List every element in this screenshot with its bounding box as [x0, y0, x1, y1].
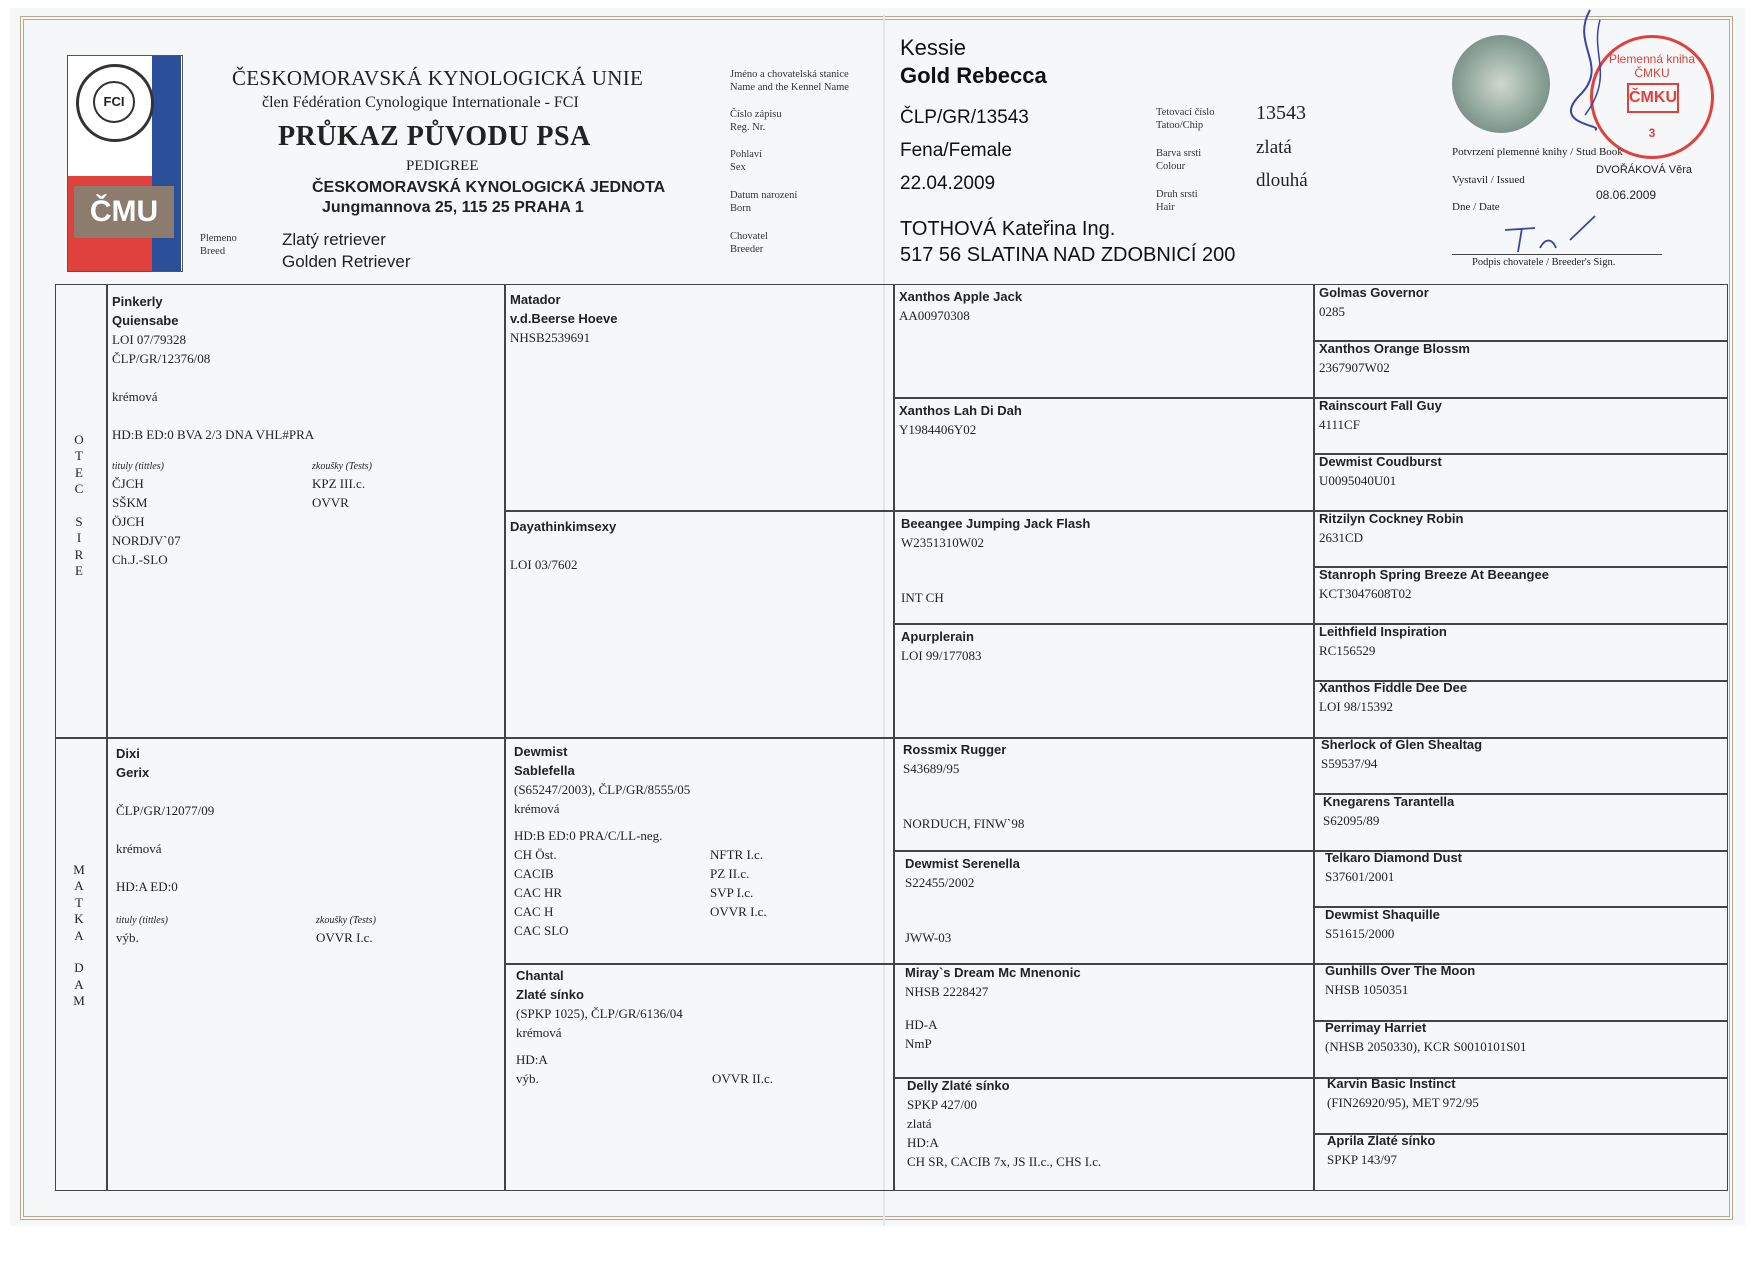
reg-number: ČLP/GR/13543 — [900, 107, 1029, 128]
fci-seal-text: FCI — [93, 81, 135, 123]
gen2-cell-1: Matador v.d.Beerse Hoeve NHSB2539691 — [510, 292, 618, 345]
gen4-cell-11: Telkaro Diamond Dust S37601/2001 — [1325, 850, 1463, 884]
sex-value: Fena/Female — [900, 140, 1012, 161]
colour-value: zlatá — [1256, 137, 1292, 158]
cmu-mark-icon: ČMU — [74, 186, 174, 238]
document-title: PRŮKAZ PŮVODU PSA — [278, 121, 591, 152]
gen3-cell-5: Rossmix Rugger S43689/95 NORDUCH, FINW`98 — [903, 742, 1025, 831]
gen4-cell-5: Ritzilyn Cockney Robin 2631CD — [1319, 511, 1464, 545]
gen2-cell-2: Dayathinkimsexy LOI 03/7602 — [510, 519, 617, 572]
gen4-cell-15: Karvin Basic Instinct (FIN26920/95), MET 972/95 — [1327, 1076, 1479, 1110]
stud-book-stamp: Plemenná kniha ČMKU ČMKU 3 — [1590, 35, 1714, 159]
breeder-value: TOTHOVÁ Kateřina Ing. 517 56 SLATINA NAD ZDOBNICÍ 200 — [900, 218, 1236, 266]
gen4-cell-14: Perrimay Harriet (NHSB 2050330), KCR S0010101S01 — [1325, 1020, 1527, 1054]
gen4-cell-9: Sherlock of Glen Shealtag S59537/94 — [1321, 737, 1483, 771]
gen4-cell-7: Leithfield Inspiration RC156529 — [1319, 624, 1447, 658]
gen4-cell-8: Xanthos Fiddle Dee Dee LOI 98/15392 — [1319, 680, 1468, 714]
signature-icon — [1560, 5, 1620, 135]
gen3-cell-7: Miray`s Dream Mc Mnenonic NHSB 2228427 HD-A NmP — [905, 965, 1081, 1051]
gen2-cell-4: Chantal Zlaté sínko (SPKP 1025), ČLP/GR/6136/04 krémová HD:A výb. OVVR II.c. — [516, 968, 774, 1086]
tattoo-label: Tetovací číslo Tatoo/Chip — [1156, 107, 1215, 131]
gen4-cell-12: Dewmist Shaquille S51615/2000 — [1325, 907, 1440, 941]
gen4-cell-4: Dewmist Coudburst U0095040U01 — [1319, 454, 1442, 488]
hologram-icon — [1452, 35, 1550, 133]
club-name: ČESKOMORAVSKÁ KYNOLOGICKÁ JEDNOTA — [312, 179, 666, 196]
gen4-cell-16: Aprila Zlaté sínko SPKP 143/97 — [1327, 1133, 1436, 1167]
dam-side-label: M A T K A D A M — [73, 862, 85, 1009]
gen4-cell-2: Xanthos Orange Blossm 2367907W02 — [1319, 341, 1470, 375]
dam-cell: Dixi Gerix ČLP/GR/12077/09 krémová HD:A ED:0 tituly (tittles) výb. zkoušky (Tests) OVVR I.c. — [116, 746, 376, 945]
issued-by: DVOŘÁKOVÁ Věra — [1596, 164, 1692, 176]
breeder-signature-icon — [1500, 210, 1610, 255]
colour-label: Barva srsti Colour — [1156, 148, 1202, 172]
gen3-cell-1: Xanthos Apple Jack AA00970308 — [899, 289, 1023, 323]
issued-label: Vystavil / Issued — [1452, 174, 1525, 186]
breeder-label: Chovatel Breeder — [730, 231, 768, 255]
club-address: Jungmannova 25, 115 25 PRAHA 1 — [322, 199, 584, 216]
date-label: Dne / Date — [1452, 201, 1500, 213]
gen4-cell-10: Knegarens Tarantella S62095/89 — [1323, 794, 1455, 828]
document-subtitle: PEDIGREE — [406, 158, 479, 174]
sex-label: Pohlaví Sex — [730, 149, 763, 173]
name-label: Jméno a chovatelská stanice Name and the Kennel Name — [730, 69, 849, 93]
gen2-cell-3: Dewmist Sablefella (S65247/2003), ČLP/GR/8555/05 krémová HD:B ED:0 PRA/C/LL-neg. CH Öst. CACIB CAC HR CAC H CAC SLO NFTR I.c. PZ II.c. SVP I.c. OVVR I.c. — [514, 744, 767, 938]
cmku-fci-logo — [67, 55, 183, 272]
gen4-cell-3: Rainscourt Fall Guy 4111CF — [1319, 398, 1442, 432]
fci-seal-icon — [76, 64, 154, 142]
tattoo-value: 13543 — [1256, 102, 1306, 124]
breeder-sign-label: Podpis chovatele / Breeder's Sign. — [1472, 257, 1616, 268]
gen3-cell-2: Xanthos Lah Di Dah Y1984406Y02 — [899, 403, 1022, 437]
org-name: ČESKOMORAVSKÁ KYNOLOGICKÁ UNIE — [232, 66, 644, 90]
breed-label: Plemeno Breed — [200, 233, 237, 257]
gen4-cell-13: Gunhills Over The Moon NHSB 1050351 — [1325, 963, 1476, 997]
breed-value: Zlatý retriever Golden Retriever — [282, 230, 411, 271]
signature-line — [1452, 254, 1662, 255]
gen3-cell-4: Apurplerain LOI 99/177083 — [901, 629, 982, 663]
born-date: 22.04.2009 — [900, 173, 996, 194]
logo-blue-band — [152, 56, 181, 271]
hair-label: Druh srsti Hair — [1156, 189, 1198, 213]
gen3-cell-6: Dewmist Serenella S22455/2002 JWW-03 — [905, 856, 1020, 945]
reg-label: Číslo zápisu Reg. Nr. — [730, 109, 782, 133]
gen4-cell-6: Stanroph Spring Breeze At Beeangee KCT3047608T02 — [1319, 567, 1549, 601]
gen4-cell-1: Golmas Governor 0285 — [1319, 285, 1429, 319]
issued-date: 08.06.2009 — [1596, 188, 1657, 202]
stud-book-label: Potvrzení plemenné knihy / Stud Book — [1452, 146, 1623, 158]
gen3-cell-8: Delly Zlaté sínko SPKP 427/00 zlatá HD:A CH SR, CACIB 7x, JS II.c., CHS I.c. — [907, 1078, 1102, 1169]
hair-value: dlouhá — [1256, 170, 1308, 191]
fci-member-line: člen Fédération Cynologique Internationale - FCI — [262, 94, 579, 111]
sire-cell: Pinkerly Quiensabe LOI 07/79328 ČLP/GR/12376/08 krémová HD:B ED:0 BVA 2/3 DNA VHL#PRA tituly (tittles) ČJCH SŠKM ÖJCH NORDJV`07 Ch.J.-SLO zkoušky (Tests) KPZ III.c. OVVR — [112, 294, 372, 567]
gen3-cell-3: Beeangee Jumping Jack Flash W2351310W02 INT CH — [901, 516, 1091, 605]
sire-side-label: O T E C S I R E — [74, 432, 84, 579]
dog-name: Kessie Gold Rebecca — [900, 35, 1047, 88]
born-label: Datum narození Born — [730, 190, 798, 214]
